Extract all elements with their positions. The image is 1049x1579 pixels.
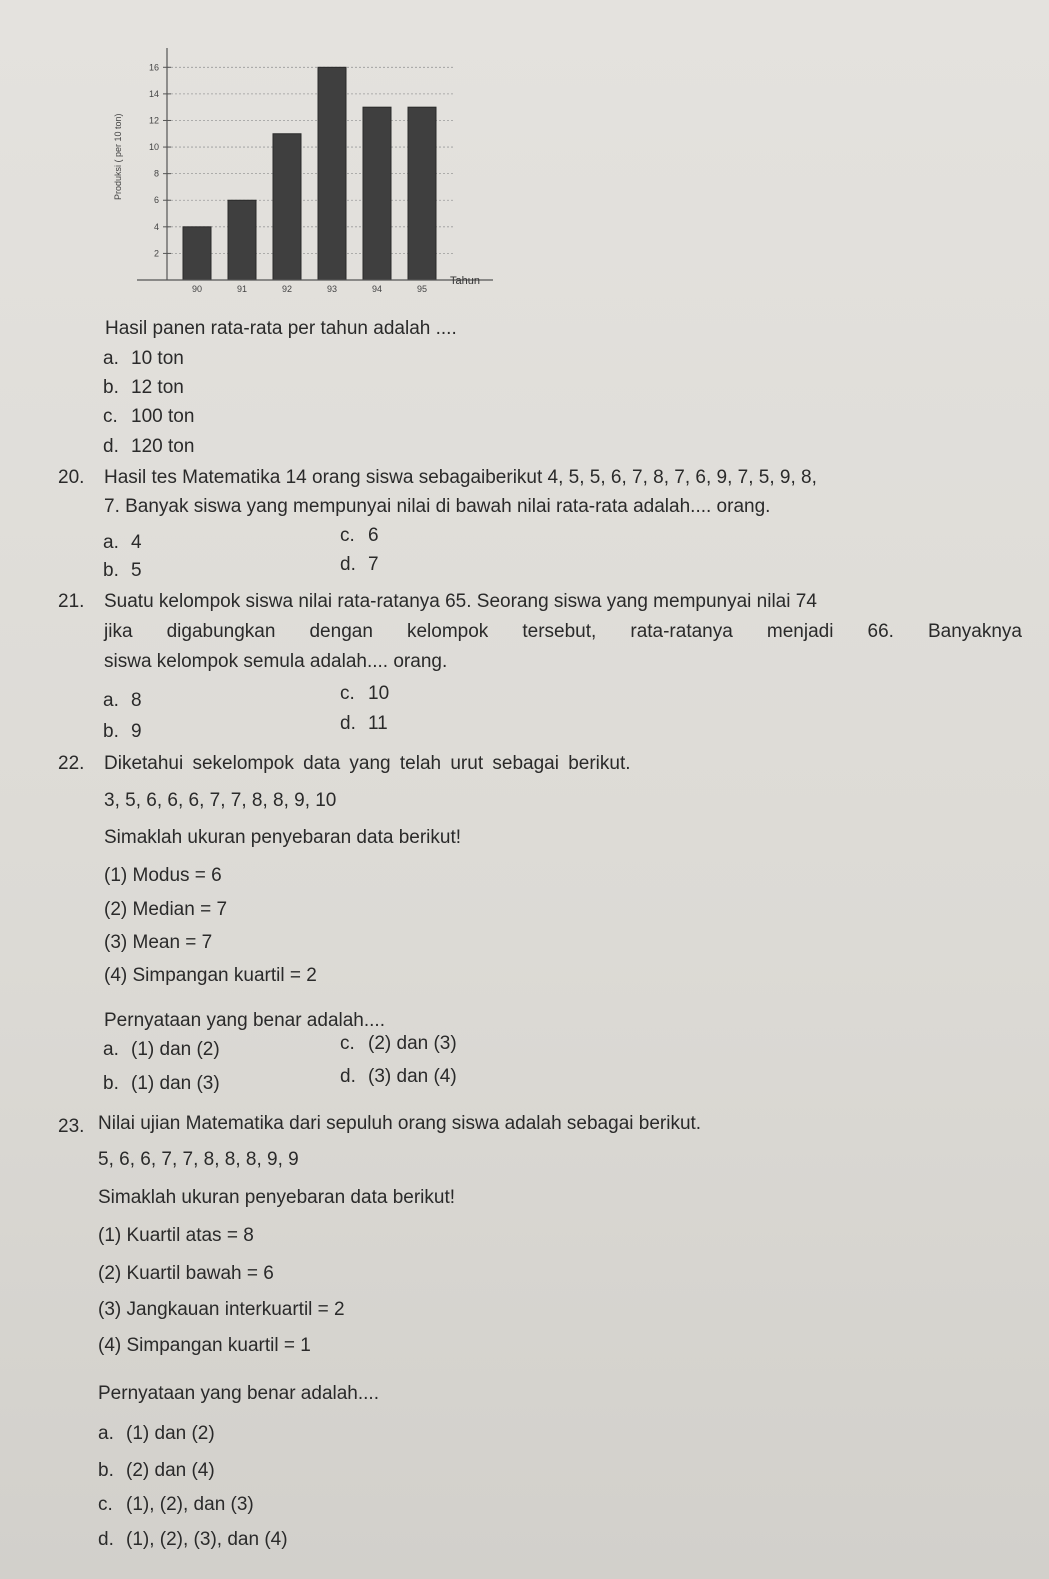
q20-line-2: 7. Banyak siswa yang mempunyai nilai di bawah nilai rata-rata adalah.... orang.	[104, 496, 771, 517]
option-text: 12 ton	[131, 377, 184, 398]
q23-data: 5, 6, 6, 7, 7, 8, 8, 8, 9, 9	[98, 1149, 299, 1170]
bar-95	[408, 107, 436, 280]
bar-90	[183, 227, 211, 280]
option-letter: d.	[340, 713, 356, 734]
q20-line-1: Hasil tes Matematika 14 orang siswa sebagaiberikut 4, 5, 5, 6, 7, 8, 7, 6, 9, 7, 5, 9, 8,	[104, 467, 817, 488]
x-tick-label: 95	[416, 284, 428, 294]
y-tick-label: 12	[148, 115, 159, 126]
bar-94	[363, 107, 391, 280]
q22-statement-2: (2) Median = 7	[104, 899, 228, 920]
q22-line-1: Diketahui sekelompok data yang telah urut sebagai berikut.	[104, 753, 631, 774]
q19-stem: Hasil panen rata-rata per tahun adalah ....	[105, 318, 457, 339]
q22-option-d[interactable]	[340, 1066, 457, 1088]
q22-option-b[interactable]	[103, 1073, 220, 1095]
option-text: 11	[368, 713, 388, 734]
x-tick-label: 92	[281, 284, 293, 294]
bar-91	[228, 200, 256, 280]
q21-line-2: jika digabungkan dengan kelompok tersebut, rata-ratanya menjadi 66. Banyaknya	[104, 621, 1022, 642]
q23-option-c[interactable]	[98, 1494, 254, 1516]
option-letter: a.	[103, 532, 119, 553]
option-letter: a.	[103, 690, 119, 711]
chart-y-ticks	[149, 62, 171, 258]
q23-option-a[interactable]	[98, 1423, 215, 1445]
option-text: (3) dan (4)	[368, 1066, 457, 1087]
y-tick-label: 16	[148, 62, 159, 73]
option-letter: c.	[103, 406, 118, 427]
bar-92	[273, 134, 301, 280]
q23-statement-1: (1) Kuartil atas = 8	[98, 1225, 254, 1246]
q21-line-3: siswa kelompok semula adalah.... orang.	[104, 651, 448, 672]
q23-option-d[interactable]	[98, 1529, 288, 1551]
option-text: 10 ton	[131, 348, 184, 369]
q21-option-d[interactable]	[340, 713, 388, 735]
option-text: (1), (2), (3), dan (4)	[126, 1529, 288, 1550]
option-letter: d.	[98, 1529, 114, 1550]
q22-option-c[interactable]	[340, 1033, 457, 1055]
q23-option-b[interactable]	[98, 1460, 215, 1482]
option-letter: b.	[103, 560, 119, 581]
option-letter: a.	[98, 1423, 114, 1444]
q23-number: 23.	[58, 1116, 85, 1137]
q20-option-c[interactable]	[340, 525, 379, 547]
option-text: (1) dan (2)	[131, 1039, 220, 1060]
option-text: 8	[131, 690, 142, 711]
option-text: (2) dan (3)	[368, 1033, 457, 1054]
q19-option-b[interactable]	[103, 377, 184, 399]
option-letter: c.	[340, 683, 355, 704]
option-text: 4	[131, 532, 142, 553]
option-letter: d.	[340, 1066, 356, 1087]
q19-option-a[interactable]	[103, 348, 184, 370]
chart-x-axis-label: Tahun	[450, 275, 480, 287]
option-letter: b.	[103, 377, 119, 398]
q22-question: Pernyataan yang benar adalah....	[104, 1010, 385, 1031]
option-letter: d.	[340, 554, 356, 575]
option-text: 120 ton	[131, 436, 195, 457]
q20-option-b[interactable]	[103, 560, 142, 582]
bar-chart	[105, 40, 525, 310]
y-tick-label: 8	[153, 168, 159, 179]
option-text: 5	[131, 560, 142, 581]
y-tick-label: 10	[148, 142, 159, 153]
option-letter: a.	[103, 1039, 119, 1060]
q20-option-d[interactable]	[340, 554, 379, 576]
option-text: 100 ton	[131, 406, 195, 427]
option-text: 9	[131, 721, 142, 742]
chart-y-axis-label: Produksi ( per 10 ton)	[113, 113, 123, 200]
q23-line-1: Nilai ujian Matematika dari sepuluh orang siswa adalah sebagai berikut.	[98, 1113, 702, 1134]
y-tick-label: 14	[148, 88, 159, 99]
q22-statement-3: (3) Mean = 7	[104, 932, 213, 953]
q21-option-b[interactable]	[103, 721, 142, 743]
q21-option-c[interactable]	[340, 683, 389, 705]
q22-statement-1: (1) Modus = 6	[104, 865, 222, 886]
q23-statement-4: (4) Simpangan kuartil = 1	[98, 1335, 311, 1356]
x-tick-label: 93	[326, 284, 338, 294]
x-tick-label: 91	[236, 284, 248, 294]
option-text: 10	[368, 683, 390, 704]
q19-option-c[interactable]	[103, 406, 194, 428]
option-text: 6	[368, 525, 379, 546]
option-letter: b.	[98, 1460, 114, 1481]
option-text: (1), (2), dan (3)	[126, 1494, 254, 1515]
y-tick-label: 6	[153, 195, 159, 206]
q20-number: 20.	[58, 467, 85, 488]
option-text: 7	[368, 554, 379, 575]
y-tick-label: 4	[153, 221, 159, 232]
q23-question: Pernyataan yang benar adalah....	[98, 1383, 379, 1404]
q23-statement-3: (3) Jangkauan interkuartil = 2	[98, 1299, 345, 1320]
option-letter: a.	[103, 348, 119, 369]
q20-option-a[interactable]	[103, 532, 142, 554]
q23-instruction: Simaklah ukuran penyebaran data berikut!	[98, 1187, 456, 1208]
option-letter: c.	[98, 1494, 113, 1515]
x-tick-label: 94	[371, 284, 383, 294]
option-text: (1) dan (2)	[126, 1423, 215, 1444]
y-tick-label: 2	[153, 248, 159, 259]
q22-instruction: Simaklah ukuran penyebaran data berikut!	[104, 827, 462, 848]
option-letter: c.	[340, 1033, 355, 1054]
q21-number: 21.	[58, 591, 85, 612]
option-letter: c.	[340, 525, 355, 546]
bar-93	[318, 67, 346, 280]
chart-x-ticks	[192, 284, 427, 294]
q23-statement-2: (2) Kuartil bawah = 6	[98, 1263, 274, 1284]
option-text: (1) dan (3)	[131, 1073, 220, 1094]
q19-option-d[interactable]	[103, 436, 194, 458]
q22-statement-4: (4) Simpangan kuartil = 2	[104, 965, 317, 986]
q22-data: 3, 5, 6, 6, 6, 7, 7, 8, 8, 9, 10	[104, 790, 337, 811]
q22-option-a[interactable]	[103, 1039, 220, 1061]
q22-number: 22.	[58, 753, 85, 774]
x-tick-label: 90	[191, 284, 203, 294]
q21-line-1: Suatu kelompok siswa nilai rata-ratanya 65. Seorang siswa yang mempunyai nilai 74	[104, 591, 817, 612]
q21-option-a[interactable]	[103, 690, 142, 712]
option-letter: b.	[103, 721, 119, 742]
option-letter: d.	[103, 436, 119, 457]
option-letter: b.	[103, 1073, 119, 1094]
option-text: (2) dan (4)	[126, 1460, 215, 1481]
